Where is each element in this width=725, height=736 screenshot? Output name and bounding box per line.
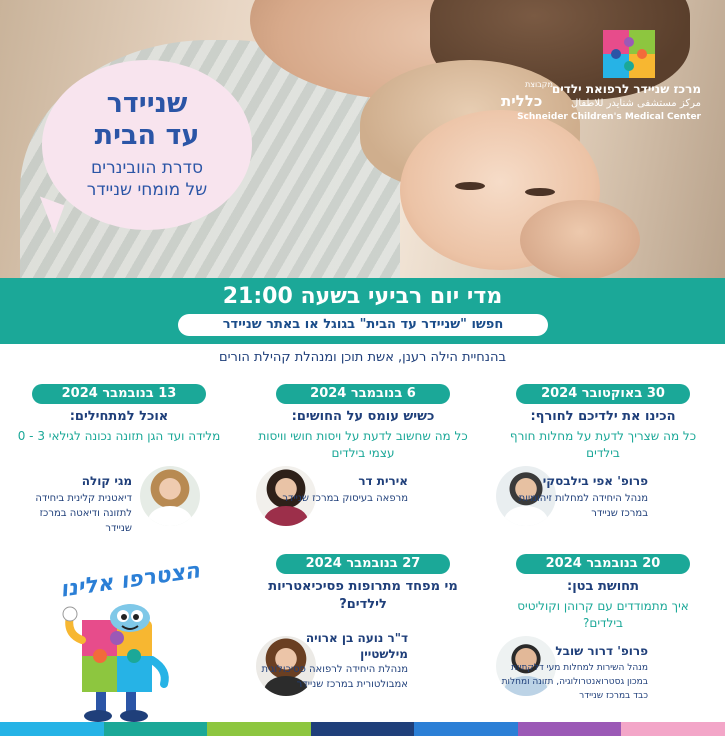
moderator-line: בהנחיית הילה רענן, אשת תוכן ומנהלת קהילת הורים bbox=[218, 350, 507, 365]
footer-bar-segment bbox=[414, 722, 518, 736]
footer-bar-segment bbox=[311, 722, 415, 736]
footer-color-bar bbox=[0, 722, 725, 736]
speaker-role: מנהל היחידה למחלות זיהומיות במרכז שניידר bbox=[518, 493, 648, 519]
clalit-logo: כללית bbox=[501, 92, 543, 110]
hospital-name-hebrew: מרכז שניידר לרפואת ילדים bbox=[551, 82, 701, 96]
session-title: מי מפחד מתרופות פסיכיאטריות לילדים? bbox=[268, 579, 458, 612]
clalit-group-label: מקבוצת bbox=[525, 80, 553, 89]
footer-bar-segment bbox=[104, 722, 208, 736]
series-subtitle-line1: סדרת הוובינרים bbox=[91, 158, 203, 178]
footer-bar-segment bbox=[207, 722, 311, 736]
session-title: כשיש עומס על החושים: bbox=[291, 409, 435, 424]
speaker-role: מרפאה בעיסוק במרכז שניידר bbox=[282, 493, 408, 504]
series-subtitle-line2: של מומחי שניידר bbox=[86, 180, 208, 200]
session-date-badge: 20 בנובמבר 2024 bbox=[516, 554, 690, 574]
join-us-text: הצטרפו אלינו bbox=[58, 558, 202, 603]
search-hint-pill: חפשו "שניידר עד הבית" בגוגל או באתר שניידר bbox=[178, 314, 548, 336]
hospital-name-english: Schneider Children's Medical Center bbox=[517, 112, 701, 122]
hero-image bbox=[0, 0, 725, 278]
footer-bar-segment bbox=[518, 722, 622, 736]
hospital-logo bbox=[501, 30, 711, 125]
speaker-name: מגי קולה bbox=[81, 474, 132, 488]
session-date-badge: 6 בנובמבר 2024 bbox=[276, 384, 450, 404]
puzzle-logo-icon bbox=[603, 30, 655, 78]
footer-bar-segment bbox=[621, 722, 725, 736]
session-date-badge: 13 בנובמבר 2024 bbox=[32, 384, 206, 404]
speaker-name: פרופ' דרור שובל bbox=[555, 644, 648, 658]
session-title: הכינו את ילדיכם לחורף: bbox=[530, 409, 676, 424]
schedule-title: מדי יום רביעי בשעה 21:00 bbox=[222, 284, 503, 309]
puzzle-mascot-icon bbox=[60, 600, 180, 725]
session-description: כל מה שצריך לדעת על מחלות חורף בילדים bbox=[509, 429, 697, 460]
speaker-photo bbox=[140, 466, 200, 526]
session-date-badge: 30 באוקטובר 2024 bbox=[516, 384, 690, 404]
speaker-role: מנהלת היחידה לרפואה פסיכולוגית אמבולטורית במרכז שניידר bbox=[261, 664, 408, 690]
session-description: מלידה ועד הגן תזונה נכונה לגילאי 3 - 0 bbox=[17, 429, 221, 443]
speaker-role: מנהל השירות למחלות מעי דלקתיות במכון גסטרואנטרולוגיה, תזונה ומחלות כבד במרכז שניידר bbox=[501, 663, 648, 701]
hero-child-hand bbox=[520, 200, 640, 278]
session-title: תחושת בטן: bbox=[567, 579, 639, 594]
series-title-line2: עד הבית bbox=[94, 120, 200, 151]
hero-child-eye bbox=[525, 188, 555, 196]
speaker-role: דיאטנית קלינית ביחידה לתזונה ודיאטה במרכז שניידר bbox=[35, 493, 132, 534]
schedule-banner bbox=[0, 278, 725, 344]
session-date-badge: 27 בנובמבר 2024 bbox=[276, 554, 450, 574]
speech-bubble bbox=[42, 60, 252, 230]
footer-bar-segment bbox=[0, 722, 104, 736]
speaker-name: פרופ' אפי בילבסקי bbox=[542, 474, 648, 488]
speaker-name: אירית דר bbox=[358, 474, 408, 488]
series-title-line1: שניידר bbox=[106, 88, 188, 119]
session-description: איך מתמודדים עם קרוהן וקוליטיס בילדים? bbox=[517, 599, 689, 630]
session-title: אוכל למתחילים: bbox=[69, 409, 169, 424]
speaker-name: ד"ר נועה בן ארויה מילשטיין bbox=[305, 631, 408, 661]
hero-child-eye bbox=[455, 182, 485, 190]
session-description: כל מה שחשוב לדעת על ויסות חושי וויסות עצמי בילדים bbox=[258, 429, 468, 460]
speaker-shoulders bbox=[264, 506, 308, 526]
speaker-shoulders bbox=[148, 506, 192, 526]
hospital-name-arabic: مركز مستشفى شنايدر للاطفال bbox=[571, 98, 701, 109]
